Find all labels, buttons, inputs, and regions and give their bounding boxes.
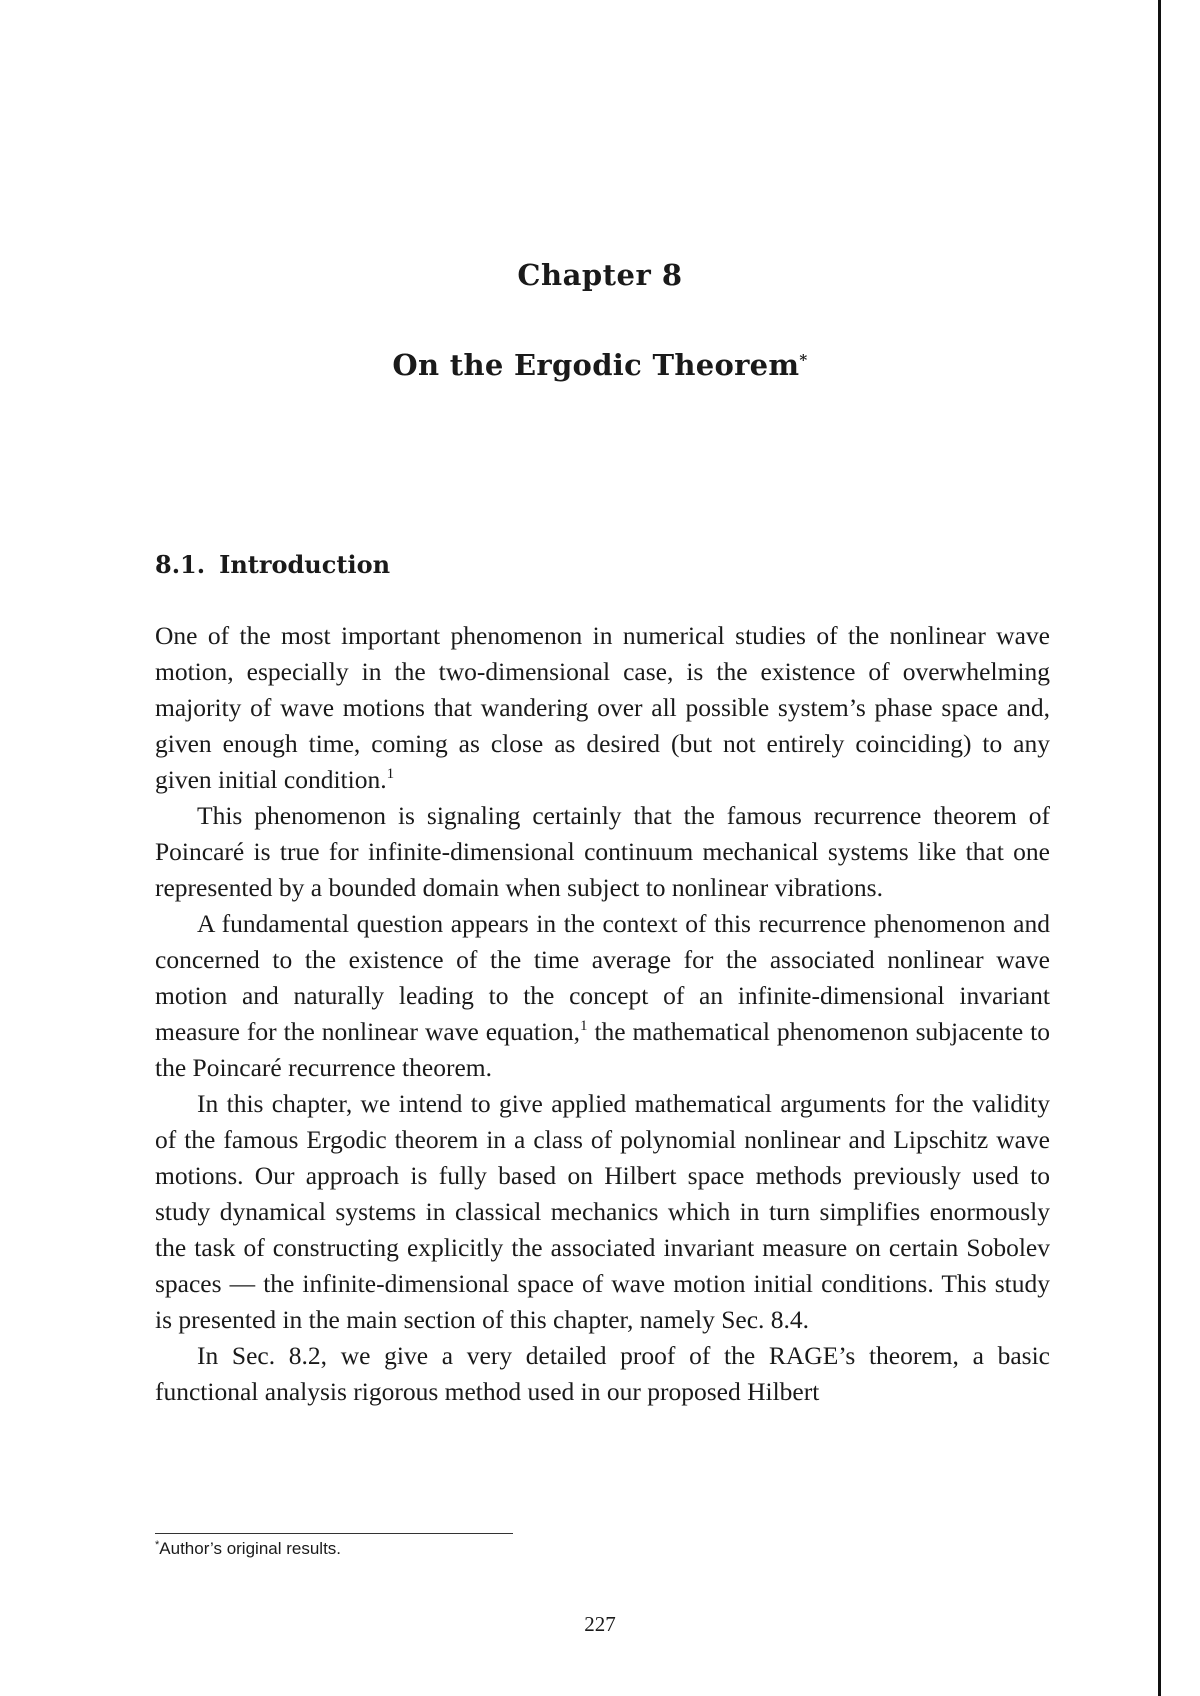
paragraph-text: the mathematical phenomenon subjacente to the Poincaré recurrence theorem. xyxy=(155,1017,1050,1082)
reference-marker: 1 xyxy=(386,766,395,782)
paragraph-text: This phenomenon is signaling certainly that the famous recurrence theorem of Poincaré is true for infinite-dimensional continuum mechanical systems like that one represented by a bounded domain when subject to nonlinear vibrations. xyxy=(155,801,1050,902)
reference-marker: 1 xyxy=(579,1018,588,1034)
paragraph-text: In this chapter, we intend to give applied mathematical arguments for the validity of the famous Ergodic theorem in a class of polynomial nonlinear and Lipschitz wave motions. Our approach is fully based on Hilbert space methods previously used to study dynamical systems in classical mechanics which in turn simplifies enormously the task of constructing explicitly the associated invariant measure on certain Sobolev spaces — the infinite-dimensional space of wave motion initial conditions. This study is presented in the main section of this chapter, namely Sec. 8.4. xyxy=(155,1089,1050,1334)
page-edge-rule xyxy=(1158,0,1161,1696)
section-title: Introduction xyxy=(219,550,391,579)
body-text xyxy=(155,618,1050,1410)
paragraph xyxy=(155,798,1050,906)
chapter-title-text: On the Ergodic Theorem xyxy=(392,348,800,382)
footnote-marker: * xyxy=(155,1539,160,1551)
paragraph xyxy=(155,1086,1050,1338)
paragraph-text: A fundamental question appears in the context of this recurrence phenomenon and concerned to the existence of the time average for the associated nonlinear wave motion and naturally leading to the concept of an infinite-dimensional invariant measure for the nonlinear wave equation, xyxy=(155,909,1050,1046)
chapter-title-footnote-marker: * xyxy=(799,351,808,369)
paragraph xyxy=(155,618,1050,798)
paragraph-text: In Sec. 8.2, we give a very detailed proof of the RAGE’s theorem, a basic functional analysis rigorous method used in our proposed Hilbert xyxy=(155,1341,1050,1406)
footnote xyxy=(155,1538,341,1560)
chapter-label: Chapter 8 xyxy=(517,258,683,292)
page-number: 227 xyxy=(584,1612,616,1636)
chapter-title xyxy=(0,348,1200,382)
paragraph xyxy=(155,1338,1050,1410)
section-number: 8.1. xyxy=(155,550,206,579)
footnote-text: Author’s original results. xyxy=(159,1539,342,1558)
paragraph-text: One of the most important phenomenon in numerical studies of the nonlinear wave motion, especially in the two-dimensional case, is the existence of overwhelming majority of wave motions that wandering over all possible system’s phase space and, given enough time, coming as close as desired (but not entirely coinciding) to any given initial condition. xyxy=(155,621,1050,794)
footnote-rule xyxy=(155,1533,513,1534)
section-heading xyxy=(155,550,390,579)
paragraph xyxy=(155,906,1050,1086)
